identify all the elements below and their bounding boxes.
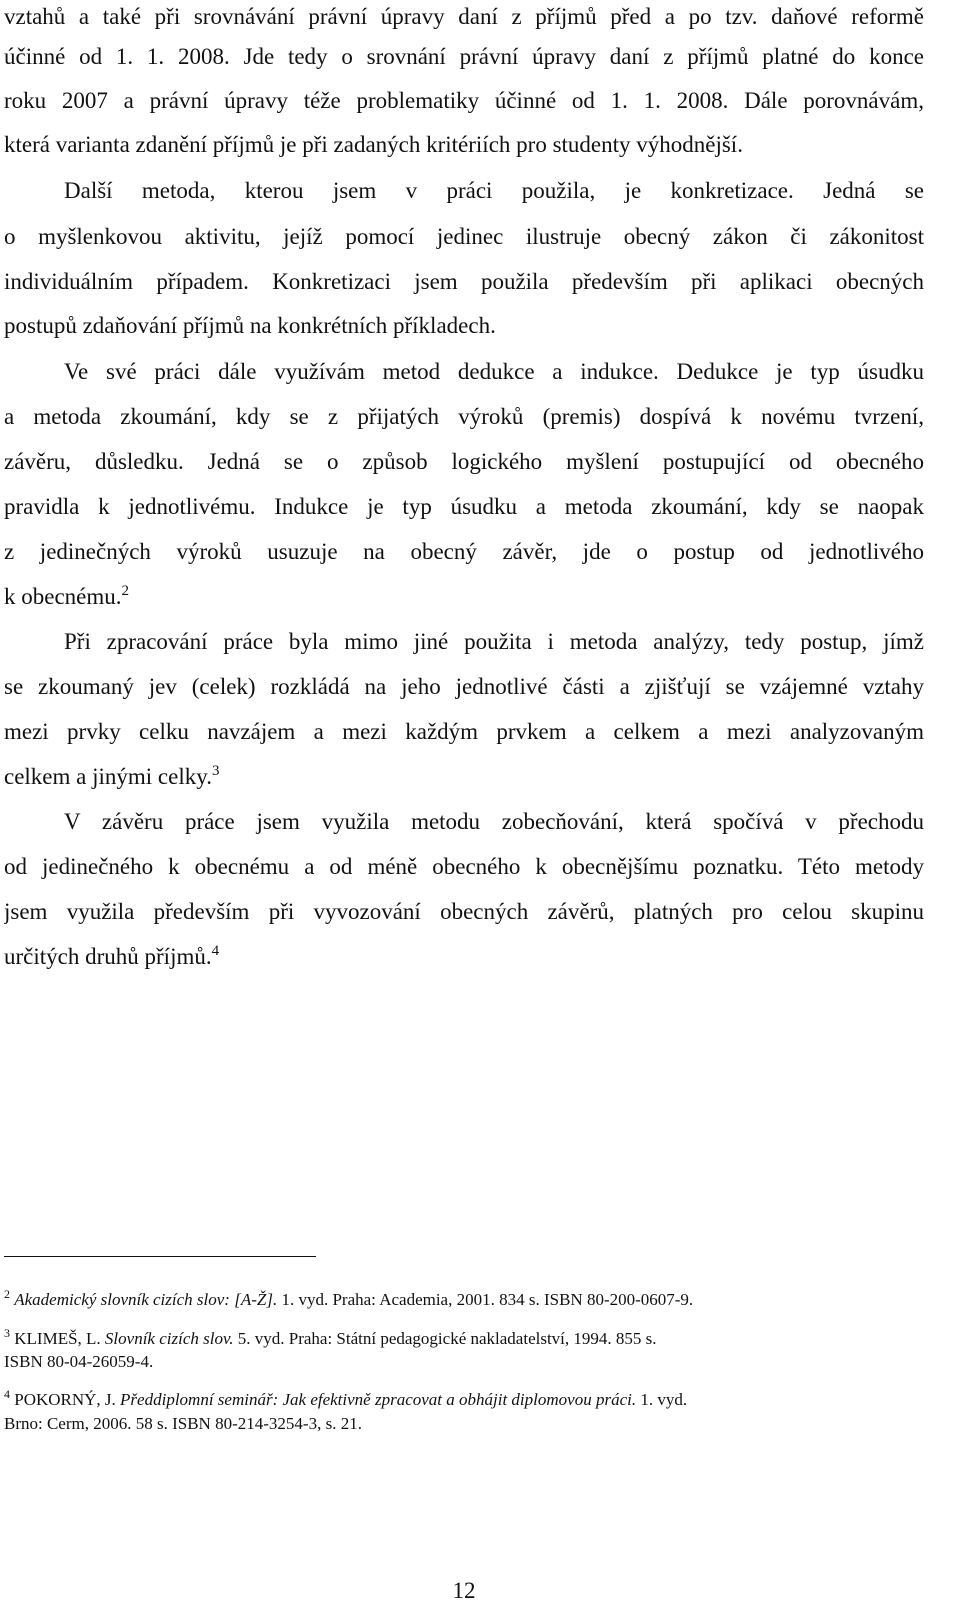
body-line bbox=[4, 942, 924, 972]
body-line: pravidla k jednotlivému. Indukce je typ úsudku a metoda zkoumání, kdy se naopak bbox=[4, 494, 924, 519]
footnote-ref-3[interactable]: 3 bbox=[212, 763, 220, 779]
body-line: Ve své práci dále využívám metod dedukce a indukce. Dedukce je typ úsudku bbox=[64, 359, 924, 384]
body-line: individuálním případem. Konkretizaci jsem použila především při aplikaci obecných bbox=[4, 269, 924, 294]
footnote-2 bbox=[4, 1289, 924, 1311]
body-line: a metoda zkoumání, kdy se z přijatých výroků (premis) dospívá k novému tvrzení, bbox=[4, 404, 924, 429]
body-line: postupů zdaňování příjmů na konkrétních příkladech. bbox=[4, 313, 496, 338]
footnote-4-line2: Brno: Cerm, 2006. 58 s. ISBN 80-214-3254-3, s. 21. bbox=[4, 1414, 362, 1433]
body-line: Další metoda, kterou jsem v práci použila, je konkretizace. Jedná se bbox=[64, 178, 924, 203]
footnote-title: Předdiplomní seminář: Jak efektivně zpracovat a obhájit diplomovou práci. bbox=[120, 1390, 637, 1409]
footnote-3-line2: ISBN 80-04-26059-4. bbox=[4, 1352, 154, 1371]
footnote-author: POKORNÝ, J. bbox=[10, 1390, 121, 1409]
footnote-title: Akademický slovník cizích slov: [A-Ž]. bbox=[14, 1290, 278, 1309]
footnote-title: Slovník cizích slov. bbox=[104, 1329, 234, 1348]
body-line: roku 2007 a právní úpravy téže problematiky účinné od 1. 1. 2008. Dále porovnávám, bbox=[4, 88, 924, 113]
footnote-text: 1. vyd. Praha: Academia, 2001. 834 s. ISBN 80-200-0607-9. bbox=[277, 1290, 694, 1309]
body-line: jsem využila především při vyvozování obecných závěrů, platných pro celou skupinu bbox=[4, 899, 924, 924]
body-line-text: určitých druhů příjmů. bbox=[4, 944, 212, 969]
body-line: závěru, důsledku. Jedná se o způsob logického myšlení postupující od obecného bbox=[4, 449, 924, 474]
body-line: účinné od 1. 1. 2008. Jde tedy o srovnání právní úpravy daní z příjmů platné do konce bbox=[4, 44, 924, 69]
footnote-mark: 3 bbox=[4, 1328, 10, 1340]
body-line bbox=[4, 582, 924, 612]
footnote-text: 1. vyd. bbox=[636, 1390, 688, 1409]
footnote-ref-4[interactable]: 4 bbox=[211, 943, 220, 959]
body-line: mezi prvky celku navzájem a mezi každým prvkem a celkem a mezi analyzovaným bbox=[4, 719, 924, 744]
body-line: o myšlenkovou aktivitu, jejíž pomocí jedinec ilustruje obecný zákon či zákonitost bbox=[4, 224, 924, 249]
body-line-text: celkem a jinými celky. bbox=[4, 764, 212, 789]
footnote-4 bbox=[4, 1389, 924, 1411]
footnote-ref-2[interactable]: 2 bbox=[121, 583, 130, 599]
body-line: V závěru práce jsem využila metodu zobecňování, která spočívá v přechodu bbox=[64, 809, 924, 834]
body-line bbox=[4, 762, 924, 792]
body-line: od jedinečného k obecnému a od méně obecného k obecnějšímu poznatku. Této metody bbox=[4, 854, 924, 879]
body-line: vztahů a také při srovnávání právní úpravy daní z příjmů před a po tzv. daňové reformě bbox=[4, 4, 924, 29]
footnote-separator bbox=[4, 1256, 316, 1257]
footnote-mark: 4 bbox=[4, 1389, 10, 1401]
body-line-text: k obecnému. bbox=[4, 584, 122, 609]
body-line: se zkoumaný jev (celek) rozkládá na jeho jednotlivé části a zjišťují se vzájemné vztahy bbox=[4, 674, 924, 699]
footnote-text: 5. vyd. Praha: Státní pedagogické nakladatelství, 1994. 855 s. bbox=[233, 1329, 657, 1348]
page-number: 12 bbox=[452, 1578, 476, 1603]
footnote-3 bbox=[4, 1328, 924, 1350]
body-line: z jedinečných výroků usuzuje na obecný závěr, jde o postup od jednotlivého bbox=[4, 539, 924, 564]
body-line: která varianta zdanění příjmů je při zadaných kritériích pro studenty výhodnější. bbox=[4, 132, 743, 157]
footnote-mark: 2 bbox=[4, 1289, 10, 1301]
footnote-author: KLIMEŠ, L. bbox=[10, 1329, 105, 1348]
body-line: Při zpracování práce byla mimo jiné použita i metoda analýzy, tedy postup, jímž bbox=[64, 629, 924, 654]
